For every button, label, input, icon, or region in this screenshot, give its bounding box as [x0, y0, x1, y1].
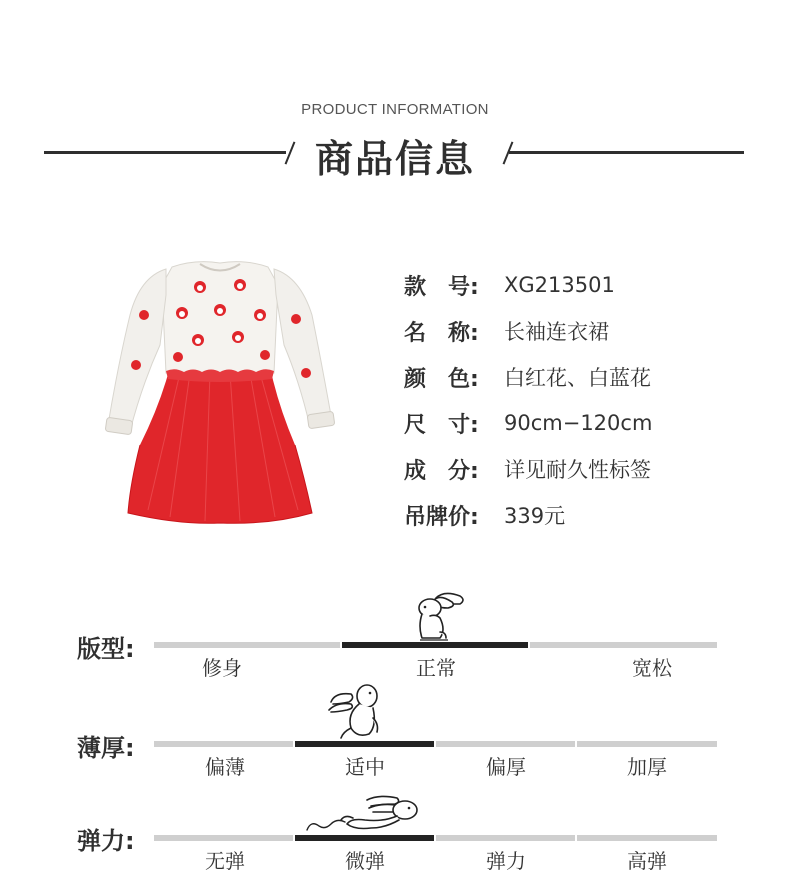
fit-scale-track: [154, 642, 717, 648]
elasticity-option-none: 无弹: [205, 849, 245, 873]
thickness-scale-track: [154, 741, 717, 747]
info-label: 颜 色:: [404, 366, 479, 392]
info-row-size: [404, 400, 652, 446]
info-label: 吊牌价:: [404, 504, 479, 530]
fit-option-normal: 正常: [416, 656, 456, 680]
elasticity-scale-label: 弹力:: [77, 827, 135, 855]
info-row-material: [404, 446, 652, 492]
info-value: 长袖连衣裙: [504, 320, 609, 344]
info-label: 款 号:: [404, 274, 479, 300]
thickness-option-thin: 偏薄: [205, 755, 245, 779]
fit-scale-selected: [342, 642, 528, 648]
info-value: 详见耐久性标签: [504, 458, 651, 482]
info-label: 成 分:: [404, 458, 479, 484]
info-row-color: [404, 354, 652, 400]
info-label: 尺 寸:: [404, 412, 479, 438]
product-dress-image: [100, 255, 340, 530]
fit-option-loose: 宽松: [632, 656, 672, 680]
header-english-title: PRODUCT INFORMATION: [301, 101, 489, 118]
elasticity-scale-track: [154, 835, 717, 841]
elasticity-option-slight: 微弹: [345, 849, 385, 873]
rabbit-icon: [305, 792, 421, 834]
product-info-list: [404, 262, 652, 538]
thickness-option-thick: 偏厚: [486, 755, 526, 779]
thickness-option-medium: 适中: [345, 755, 385, 779]
info-value: XG213501: [504, 273, 615, 297]
thickness-option-extra-thick: 加厚: [627, 755, 667, 779]
elasticity-option-high: 高弹: [627, 849, 667, 873]
fit-scale-label: 版型:: [77, 635, 135, 663]
info-value: 339元: [504, 504, 566, 528]
rabbit-icon: [410, 588, 468, 642]
elasticity-option-elastic: 弹力: [486, 849, 526, 873]
info-label: 名 称:: [404, 320, 479, 346]
rabbit-icon: [325, 680, 389, 742]
thickness-scale-label: 薄厚:: [77, 734, 135, 762]
info-value: 90cm−120cm: [504, 411, 653, 435]
header-chinese-title: 商品信息: [314, 137, 475, 181]
header-divider-right: [509, 151, 744, 154]
elasticity-scale-selected: [295, 835, 434, 841]
info-value: 白红花、白蓝花: [504, 366, 651, 390]
info-row-name: [404, 308, 652, 354]
info-row-price: [404, 492, 652, 538]
fit-option-slim: 修身: [202, 656, 242, 680]
info-row-style-number: [404, 262, 652, 308]
